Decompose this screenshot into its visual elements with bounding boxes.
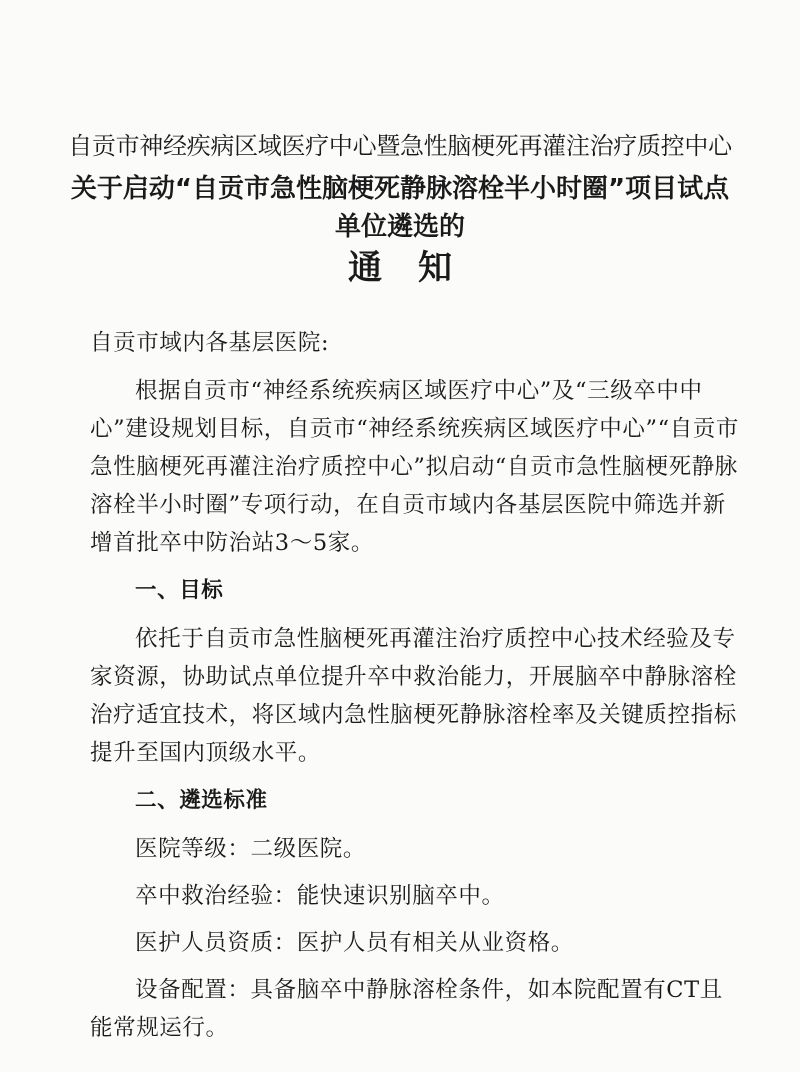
issuing-organization: 自贡市神经疾病区域医疗中心暨急性脑梗死再灌注治疗质控中心 [68, 132, 732, 160]
document-body [90, 324, 740, 1047]
section-heading-goal: 一、目标 [135, 578, 224, 603]
salutation: 自贡市域内各基层医院: [90, 330, 330, 356]
criteria-item-hospital-level: 医院等级：二级医院。 [135, 836, 367, 862]
section-heading-criteria: 二、遴选标准 [135, 788, 268, 813]
notice-heading: 通知 [348, 248, 488, 288]
document-title: 关于启动“自贡市急性脑梗死静脉溶栓半小时圈”项目试点单位遴选的 [70, 174, 730, 242]
criteria-item-staff-qualification: 医护人员资质：医护人员有相关从业资格。 [135, 930, 574, 956]
intro-paragraph: 根据自贡市“神经系统疾病区域医疗中心”及“三级卒中中心”建设规划目标，自贡市“神经系统疾病区域医疗中心”“自贡市急性脑梗死再灌注治疗质控中心”拟启动“自贡市急性脑梗死静脉溶栓半小时圈”专项行动，在自贡市域内各基层医院中筛选并新增首批卒中防治站3～5家。 [90, 378, 740, 556]
criteria-item-equipment: 设备配置：具备脑卒中静脉溶栓条件，如本院配置有CT且能常规运行。 [90, 977, 723, 1041]
criteria-item-stroke-experience: 卒中救治经验：能快速识别脑卒中。 [135, 883, 505, 909]
criteria-list [90, 830, 740, 1047]
goal-paragraph: 依托于自贡市急性脑梗死再灌注治疗质控中心技术经验及专家资源，协助试点单位提升卒中救治能力，开展脑卒中静脉溶栓治疗适宜技术，将区域内急性脑梗死静脉溶栓率及关键质控指标提升至国内顶级水平。 [90, 626, 737, 766]
